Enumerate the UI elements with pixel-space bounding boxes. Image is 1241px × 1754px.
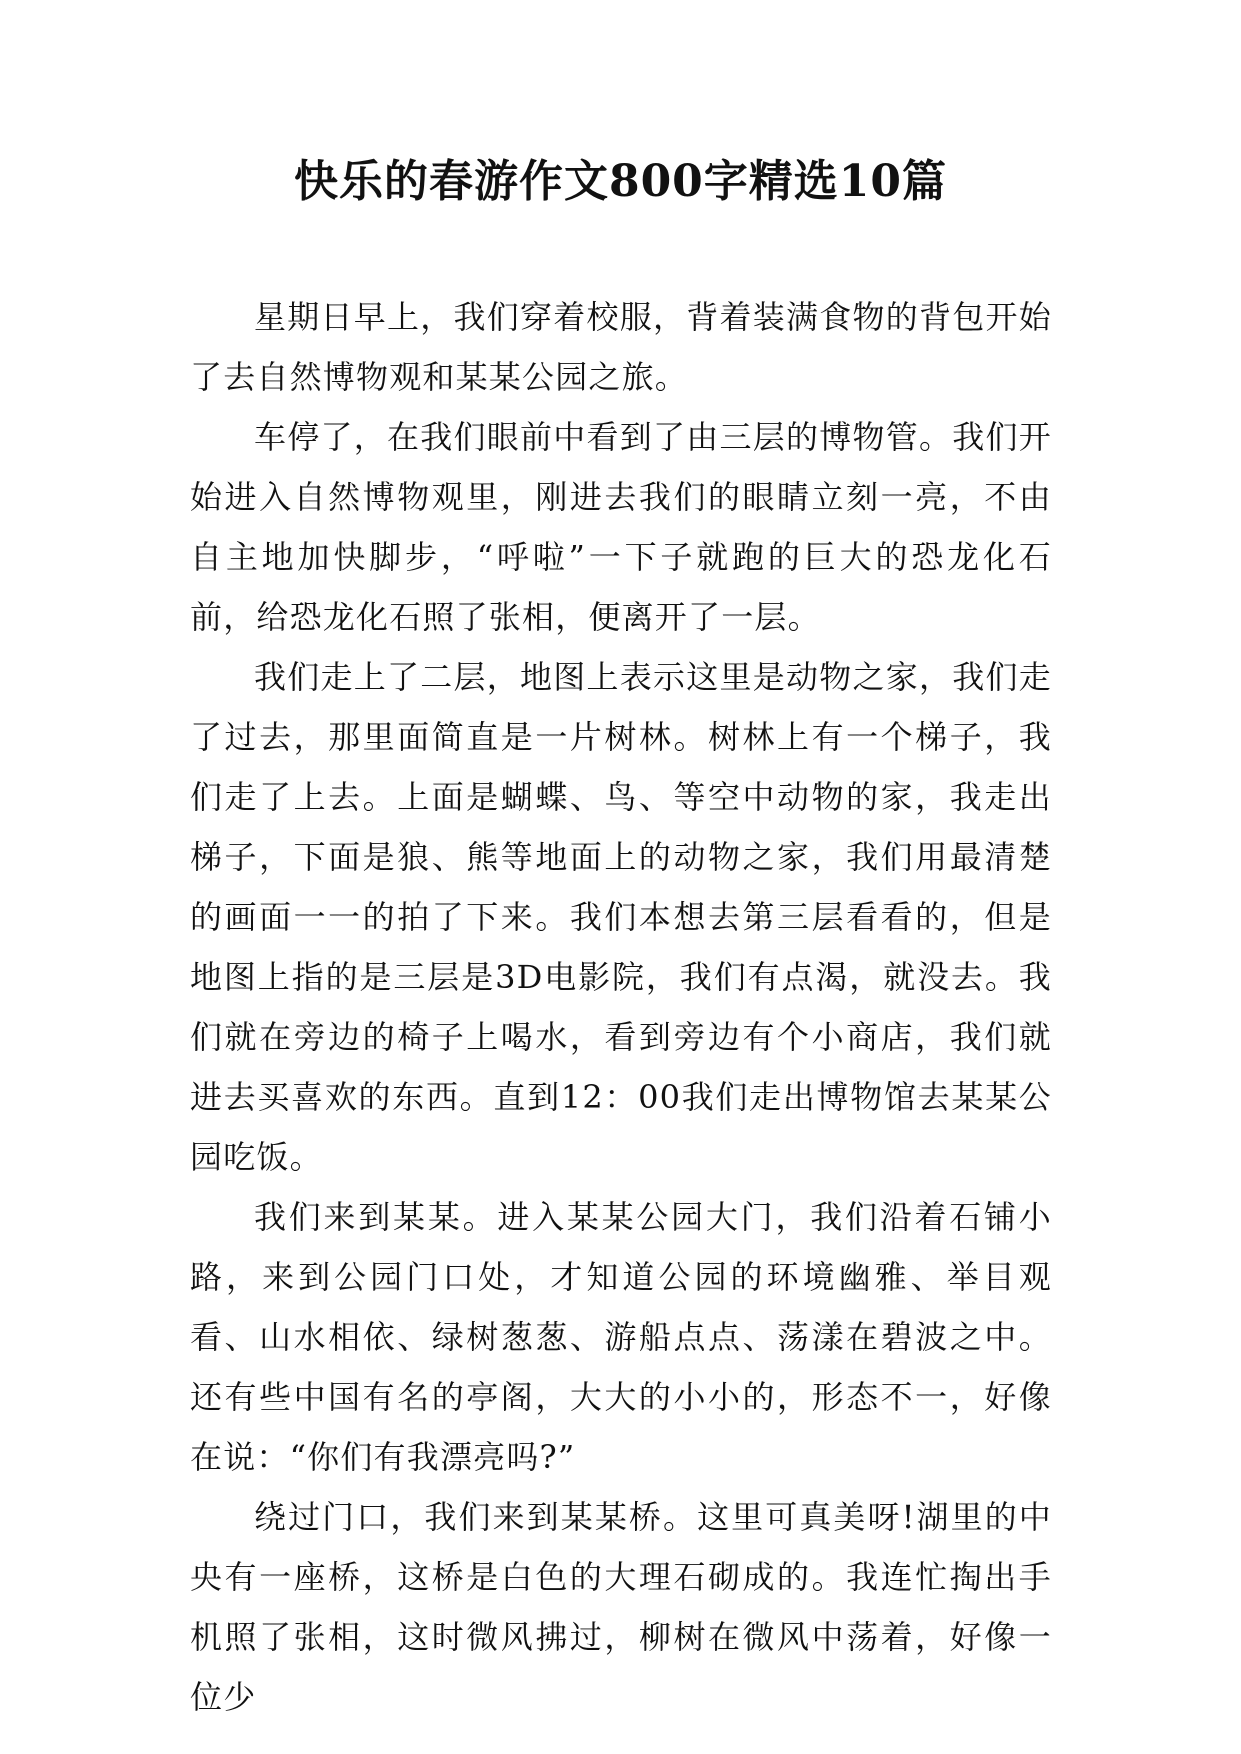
document-title: 快乐的春游作文800字精选10篇	[293, 156, 948, 207]
paragraph: 我们来到某某。进入某某公园大门，我们沿着石铺小路，来到公园门口处，才知道公园的环境幽雅、举目观看、山水相依、绿树葱葱、游船点点、荡漾在碧波之中。还有些中国有名的亭阁，大大的小小的，形态不一，好像在说：“你们有我漂亮吗?”	[190, 1198, 1052, 1476]
paragraph: 我们走上了二层，地图上表示这里是动物之家，我们走了过去，那里面简直是一片树林。树林上有一个梯子，我们走了上去。上面是蝴蝶、鸟、等空中动物的家，我走出梯子，下面是狼、熊等地面上的动物之家，我们用最清楚的画面一一的拍了下来。我们本想去第三层看看的，但是地图上指的是三层是3D电影院，我们有点渴，就没去。我们就在旁边的椅子上喝水，看到旁边有个小商店，我们就进去买喜欢的东西。直到12：00我们走出博物馆去某某公园吃饭。	[190, 658, 1052, 1176]
paragraph: 绕过门口，我们来到某某桥。这里可真美呀!湖里的中央有一座桥，这桥是白色的大理石砌成的。我连忙掏出手机照了张相，这时微风拂过，柳树在微风中荡着，好像一位少	[190, 1498, 1052, 1716]
paragraph: 星期日早上，我们穿着校服，背着装满食物的背包开始了去自然博物观和某某公园之旅。	[190, 298, 1052, 396]
paragraph: 车停了，在我们眼前中看到了由三层的博物管。我们开始进入自然博物观里，刚进去我们的眼睛立刻一亮，不由自主地加快脚步，“呼啦”一下子就跑的巨大的恐龙化石前，给恐龙化石照了张相，便离开了一层。	[190, 418, 1052, 636]
document-body	[190, 287, 1052, 1727]
